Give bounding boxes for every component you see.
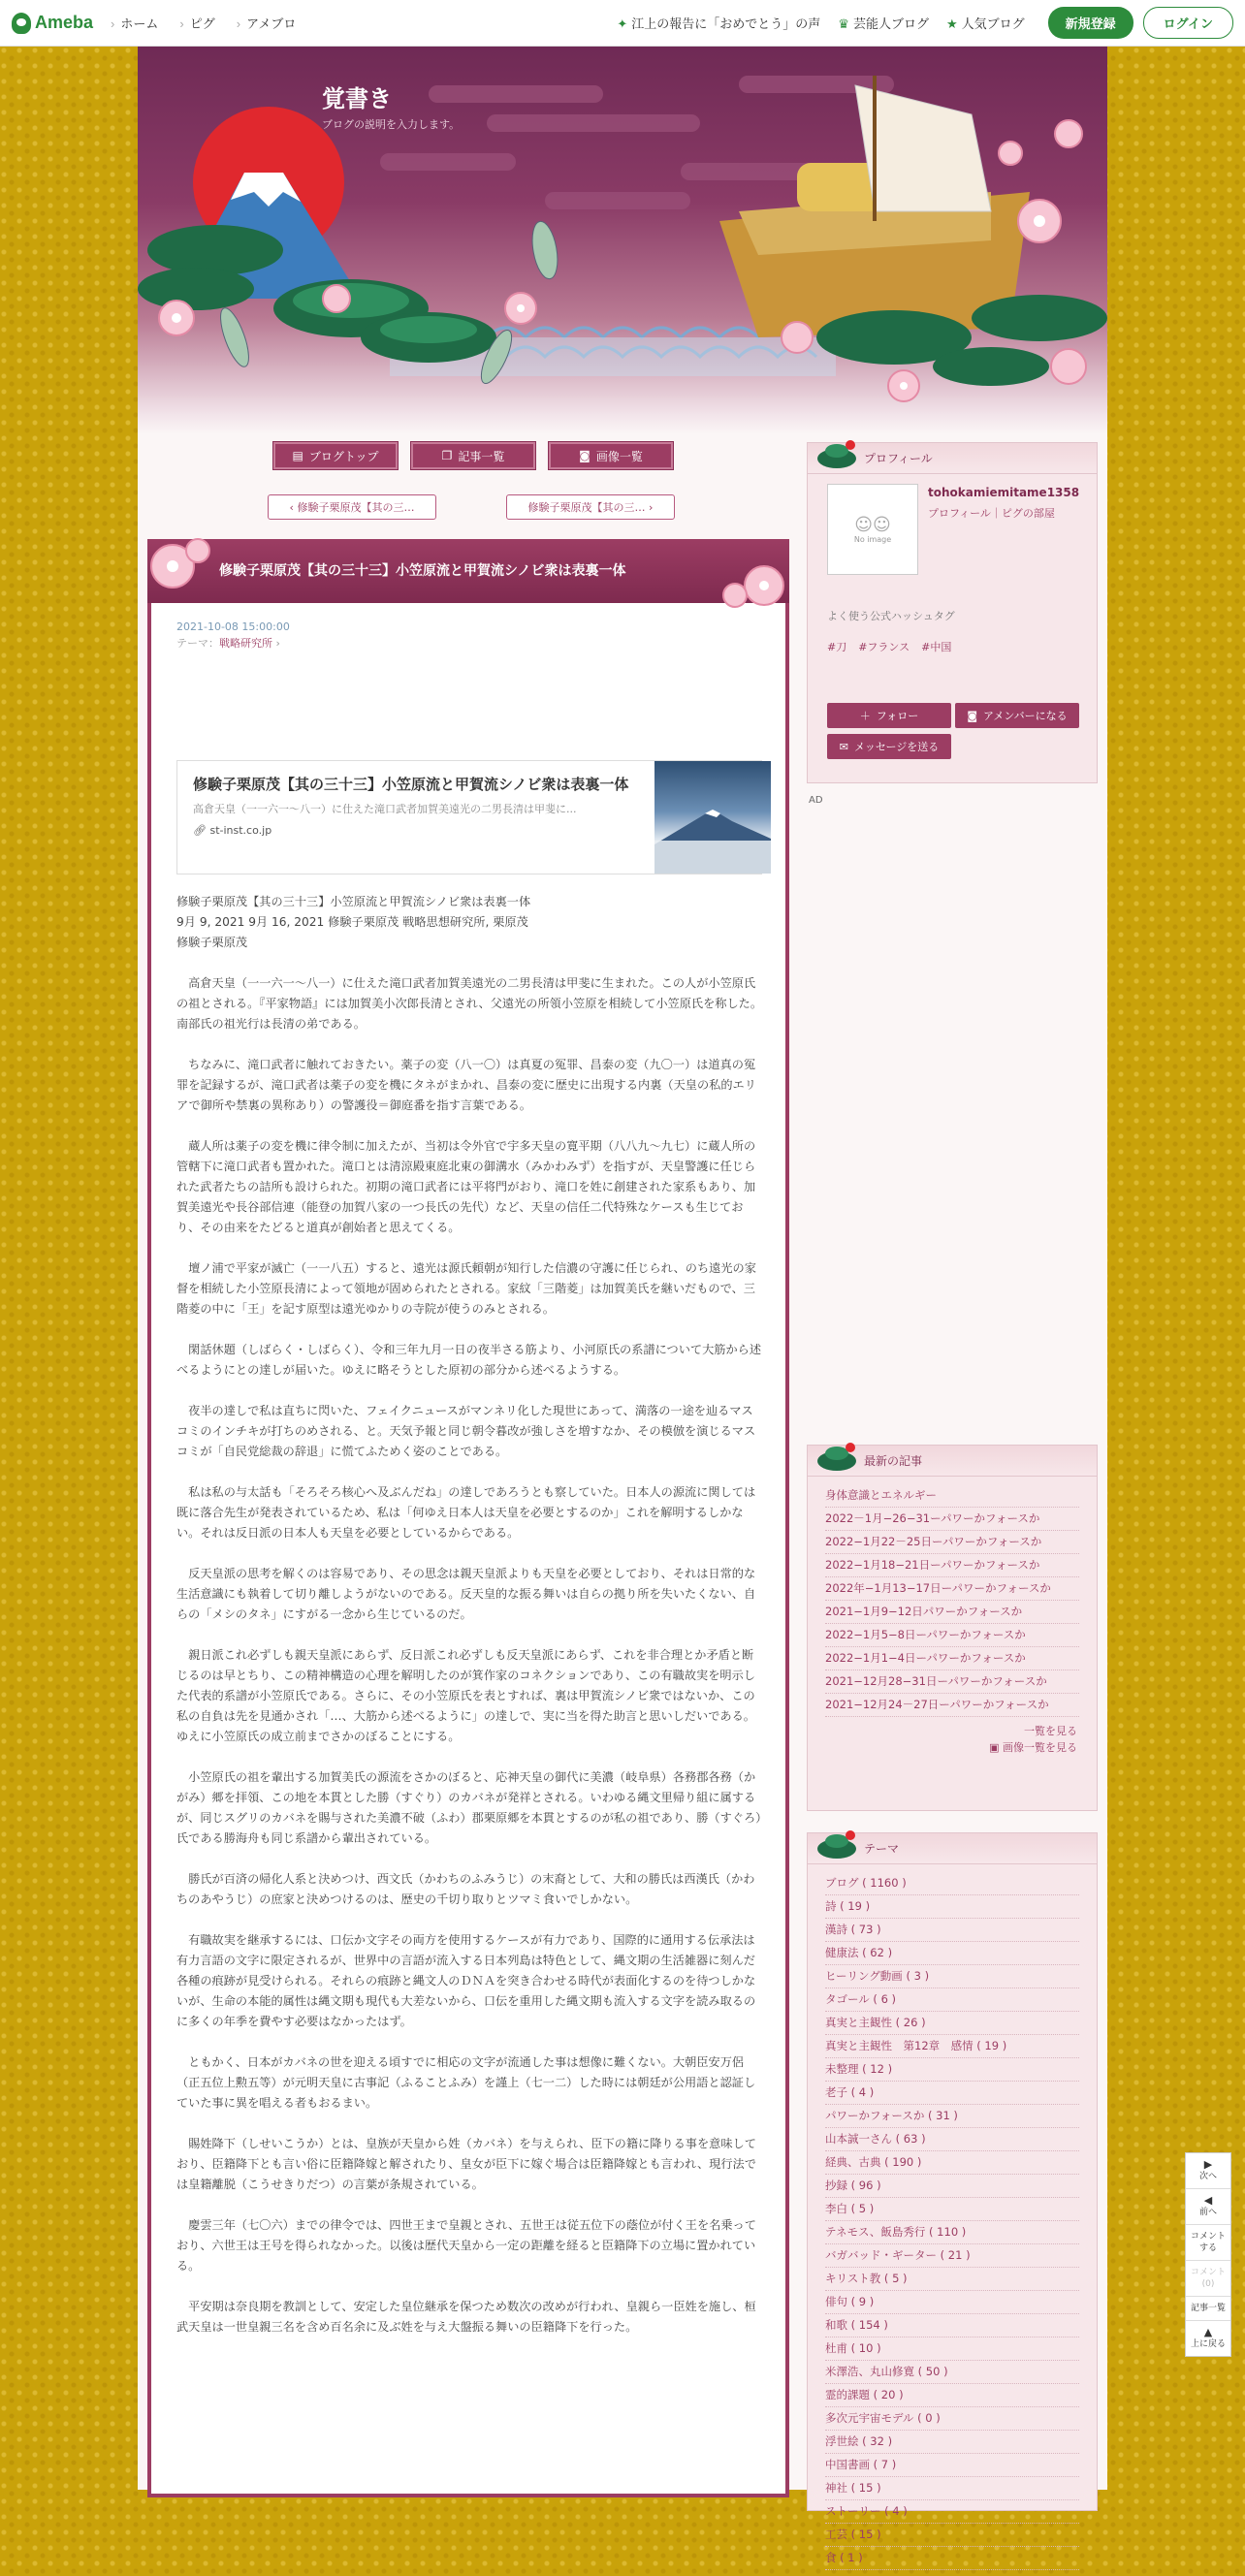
next-article-link[interactable] — [506, 494, 675, 520]
link-card-excerpt: 高倉天皇（一一六一～八一）に仕えた滝口武者加賀美遠光の二男長清は甲斐に... — [193, 803, 577, 815]
theme-link[interactable]: タゴール ( 6 ) — [825, 1988, 1079, 2012]
send-message-button[interactable] — [827, 734, 951, 759]
recent-article-link[interactable]: 2022−1月5−8日ーパワーかフォースか — [825, 1624, 1079, 1647]
nav-ameblo[interactable]: › アメブロ — [237, 14, 297, 32]
recent-articles-box — [807, 1445, 1098, 1811]
avatar-no-image-text: No image — [853, 535, 892, 544]
link-card[interactable] — [176, 760, 762, 875]
crown-icon: ★ — [945, 16, 958, 31]
theme-link[interactable]: 詩 ( 19 ) — [825, 1895, 1079, 1919]
article-body — [176, 892, 764, 2358]
recent-article-link[interactable]: 身体意識とエネルギー — [825, 1484, 1079, 1508]
view-images-link[interactable]: 画像一覧を見る — [1003, 1741, 1077, 1754]
theme-link[interactable]: 山本誠一さん ( 63 ) — [825, 2128, 1079, 2151]
article-paragraph: 壇ノ浦で平家が滅亡（一一八五）すると、遠光は源氏頼朝が知行した信濃の守護に任じられ、のち遠光の家督を相続した小笠原長清によって領地が固められたとされる。家紋「三階菱」は加賀美氏を継いだもので、三階菱の中に「王」を記す原型は遠光ゆかりの寺院が使うのみとされる。 — [176, 1261, 756, 1316]
login-button[interactable]: ログイン — [1143, 7, 1233, 39]
link-card-title: 修験子栗原茂【其の三十三】小笠原流と甲賀流シノビ衆は表裏一体 — [193, 776, 629, 793]
ameba-logo-text: Ameba — [35, 13, 94, 32]
hashtag-link[interactable]: #刀 — [827, 641, 847, 653]
link-icon: 🔗︎ — [193, 824, 210, 837]
profile-link-separator: ｜ — [990, 507, 1002, 520]
article-intro-line: 9月 9, 2021 9月 16, 2021 修験子栗原茂 戦略思想研究所, 栗原茂 — [176, 915, 528, 929]
float-comment-count-label: コメント(0) — [1190, 2268, 1226, 2289]
article-paragraph: 勝氏が百済の帰化人系と決めつけ、西文氏（かわちのふみうじ）の末裔として、大和の勝氏は西漢氏（かわちのあやうじ）の庶家と決めつけるのは、歴史の千切り取りとツマミ食いでしかない。 — [176, 1872, 755, 1906]
themes-header — [808, 1833, 1097, 1864]
hashtags-title: よく使う公式ハッシュタグ — [827, 610, 955, 622]
article-paragraph: 慶雲三年（七〇六）までの律令では、四世王まで皇親とされ、五世王は従五位下の蔭位が付く王を名乗っており、六世王は王号を得られなかった。以後は歴代天皇から一定の距離を経ると臣籍降下の立場に置かれている。 — [176, 2218, 756, 2273]
theme-link[interactable]: ブログ ( 1160 ) — [825, 1872, 1079, 1895]
chevron-right-icon: › — [645, 500, 654, 514]
profile-box — [807, 442, 1098, 783]
theme-link[interactable]: キリスト教 ( 5 ) — [825, 2268, 1079, 2291]
theme-link[interactable]: 食 ( 1 ) — [825, 2547, 1079, 2570]
profile-box-header — [808, 443, 1097, 474]
theme-link[interactable]: 真実と主観性 ( 26 ) — [825, 2012, 1079, 2035]
global-nav — [111, 14, 296, 32]
image-list-icon: ▣ — [989, 1741, 1003, 1754]
hashtag-link[interactable]: #フランス — [858, 641, 910, 653]
global-header — [0, 0, 1245, 47]
theme-link[interactable]: 未整理 ( 12 ) — [825, 2058, 1079, 2082]
theme-link[interactable]: 経典、古典 ( 190 ) — [825, 2151, 1079, 2175]
float-next-button[interactable] — [1186, 2153, 1230, 2189]
header-links — [617, 14, 1024, 32]
float-comment-label: コメントする — [1190, 2232, 1226, 2253]
article-paragraph: 私は私の与太話も「そろそろ核心へ及ぶんだね」の達しであろうとも察していた。日本人の源流に関しては既に落合先生が発表されているため、私は「何ゆえ日本人は天皇を必要とするのか」これを解明するしかない。それは反日派の日本人も天皇を必要としているからである。 — [176, 1485, 756, 1540]
pine-crest-icon — [815, 1828, 858, 1866]
send-message-label: メッセージを送る — [853, 741, 940, 753]
tab-image-list-label: 画像一覧 — [595, 449, 643, 463]
triangle-right-icon: ▶ — [1203, 2158, 1213, 2171]
cherry-blossom-icon — [716, 558, 793, 611]
float-next-label: 次へ — [1198, 2172, 1217, 2181]
float-top-label: 上に戻る — [1190, 2339, 1226, 2349]
sparkle-icon: ✦ — [617, 16, 628, 31]
link-card-content — [177, 761, 654, 874]
view-list-link[interactable]: 一覧を見る — [1024, 1725, 1077, 1737]
link-card-source — [193, 824, 639, 837]
themes-box — [807, 1832, 1098, 2564]
profile-link[interactable]: プロフィール — [928, 507, 991, 520]
recent-article-link[interactable]: 2022−1月22－25日ーパワーかフォースか — [825, 1531, 1079, 1554]
nav-pigg[interactable]: › ピグ — [179, 14, 214, 32]
profile-heading: プロフィール — [864, 452, 933, 465]
float-article-list-button[interactable] — [1186, 2297, 1230, 2321]
triangle-up-icon: ▲ — [1203, 2326, 1213, 2338]
list-icon: ❐ — [441, 449, 453, 462]
blog-description: ブログの説明を入力します。 — [322, 118, 461, 131]
article-theme-link[interactable]: 戦略研究所 — [219, 637, 272, 650]
theme-link[interactable]: 工芸 ( 15 ) — [825, 2524, 1079, 2547]
theme-link[interactable]: 俳句 ( 9 ) — [825, 2291, 1079, 2314]
themes-list — [808, 1864, 1097, 2576]
recent-articles-list — [808, 1477, 1097, 1723]
ameba-logo-icon — [12, 13, 31, 34]
article-paragraph: ともかく、日本がカバネの世を迎える頃すでに相応の文字が流通した事は想像に難くない。大朝臣安万侶（正五位上勲五等）が元明天皇に古事記（ふることふみ）を謹上（七一二）した時には朝廷が公用語と認証していた事に異を唱える者もおるまい。 — [176, 2055, 756, 2110]
theme-link[interactable]: テネモス、飯島秀行 ( 110 ) — [825, 2221, 1079, 2244]
float-prev-button[interactable] — [1186, 2189, 1230, 2225]
avatar[interactable] — [827, 484, 918, 575]
follow-button-label: フォロー — [876, 710, 919, 722]
pine-crest-icon — [815, 437, 858, 476]
theme-link[interactable]: ヒーリング動画 ( 3 ) — [825, 1965, 1079, 1988]
ad-label: AD — [809, 795, 823, 806]
tab-image-list[interactable] — [549, 442, 673, 469]
chevron-left-icon: ‹ — [289, 500, 298, 514]
blog-header — [138, 47, 1107, 434]
article-paragraph: 賜姓降下（しせいこうか）とは、皇族が天皇から姓（カバネ）を与えられ、臣下の籍に降りる事を意味しており、臣籍降下とも言い俗に臣籍降嫁と解されたり、皇女が臣下に嫁ぐ場合は臣籍降嫁とも言われ、現行法では皇籍離脱（こうせきりだつ）の言葉が条規されている。 — [176, 2137, 756, 2191]
article-title[interactable]: 修験子栗原茂【其の三十三】小笠原流と甲賀流シノビ衆は表裏一体 — [219, 563, 626, 579]
theme-link[interactable]: 老子 ( 4 ) — [825, 2082, 1079, 2105]
mail-icon: ✉ — [839, 740, 848, 753]
recent-article-link[interactable]: 2022年−1月13−17日ーパワーかフォースか — [825, 1577, 1079, 1601]
theme-link[interactable]: 漢詩 ( 73 ) — [825, 1919, 1079, 1942]
recent-articles-header — [808, 1446, 1097, 1477]
hashtag-link[interactable]: #中国 — [921, 641, 952, 653]
article-header — [147, 539, 789, 603]
header-link-celebrity-label: 芸能人ブログ — [852, 16, 929, 31]
prev-article-link[interactable] — [268, 494, 436, 520]
article-paragraph: 親日派これ必ずしも親天皇派にあらず、反日派これ必ずしも反天皇派にあらず、これを非合理とか矛盾と断じるのは早とちり、この精神構造の心理を解明したのが箕作家のコネクションであり、この有職故実を明示した代表的系譜が小笠原氏である。さらに、その小笠原氏を表とすれば、裏は甲賀流シノビ衆ではないか、この私の自負は先を見通かされ「…、大筋から述べるように」の達しで、実に当を得た助言と思いしだいである。ゆえに小笠原氏の成立前までさかのぼることにする。 — [176, 1648, 755, 1743]
recent-article-link[interactable]: 2022−1月1−4日ーパワーかフォースか — [825, 1647, 1079, 1670]
prev-article-label: 修験子栗原茂【其の三… — [297, 501, 415, 514]
article-intro — [176, 892, 764, 953]
nav-home[interactable]: › ホーム — [111, 14, 158, 32]
header-link-news[interactable] — [617, 14, 820, 32]
crown-icon: ♛ — [838, 16, 849, 31]
tab-blog-top[interactable] — [273, 442, 398, 469]
theme-link[interactable]: 杜甫 ( 10 ) — [825, 2337, 1079, 2361]
theme-link[interactable]: 真実と主観性 第12章 感情 ( 19 ) — [825, 2035, 1079, 2058]
article-date: 2021-10-08 15:00:00 — [176, 620, 290, 633]
theme-link[interactable]: 霊的課題 ( 20 ) — [825, 2384, 1079, 2407]
avatar-placeholder-icon: ☺☺ — [854, 515, 891, 535]
float-prev-label: 前へ — [1198, 2208, 1217, 2217]
header-link-celebrity[interactable] — [838, 14, 929, 32]
recent-article-link[interactable]: 2021−1月9−12日パワーかフォースか — [825, 1601, 1079, 1624]
header-link-popular[interactable] — [946, 14, 1025, 32]
link-card-thumbnail — [654, 761, 771, 874]
article-paragraph: 高倉天皇（一一六一～八一）に仕えた滝口武者加賀美遠光の二男長清は甲斐に生まれた。この人が小笠原氏の祖とされる。『平家物語』には加賀美小次郎長清とされ、父遠光の所領小笠原を相続して小笠原氏を称した。南部氏の祖光行は長清の弟である。 — [176, 976, 763, 1031]
article-paragraph: 閑話休題（しばらく・しばらく）、令和三年九月一日の夜半さる筋より、小河原氏の系譜について大筋から述べるようにとの達しが届いた。ゆえに略そうとした原初の部分から述べるようする。 — [176, 1343, 762, 1377]
amember-button[interactable] — [955, 703, 1079, 728]
theme-link[interactable]: 中国書画 ( 7 ) — [825, 2454, 1079, 2477]
float-article-list-label: 記事一覧 — [1190, 2304, 1226, 2313]
profile-links — [928, 505, 1055, 521]
theme-link[interactable]: 多次元宇宙モデル ( 0 ) — [825, 2407, 1079, 2431]
tab-article-list[interactable] — [411, 442, 535, 469]
cherry-blossom-icon — [144, 533, 211, 601]
plus-icon: ＋ — [859, 710, 871, 722]
theme-link[interactable]: 李白 ( 5 ) — [825, 2198, 1079, 2221]
theme-link[interactable]: 抄録 ( 96 ) — [825, 2175, 1079, 2198]
theme-link[interactable]: バガバッド・ギーター ( 21 ) — [825, 2244, 1079, 2268]
header-illustration — [138, 47, 1107, 434]
theme-link[interactable]: 神社 ( 15 ) — [825, 2477, 1079, 2500]
follow-button[interactable] — [827, 703, 951, 728]
header-link-popular-label: 人気ブログ — [961, 16, 1025, 31]
float-top-button[interactable] — [1186, 2321, 1230, 2356]
article-paragraph: 小笠原氏の祖を輩出する加賀美氏の源流をさかのぼると、応神天皇の御代に美濃（岐阜県）各務郡各務（かがみ）郷を拝領、この地を本貫とした勝（すぐり）のカバネが発祥とされる。いわゆる縄文里帰り組に属するが、同じスグリのカバネを賜与された美濃不破（ふわ）郡栗原郷を本貫とするのが私の祖であり、勝（すぐろ）氏である勝海舟も同じ系譜から輩出されている。 — [176, 1770, 762, 1845]
article-meta — [176, 619, 290, 652]
blog-title[interactable]: 覚書き — [322, 84, 392, 112]
float-comment-count — [1186, 2261, 1230, 2297]
article-paragraph: 平安期は奈良期を教訓として、安定した皇位継承を保つため数次の改めが行われ、皇親ら一臣姓を施し、桓武天皇は一世皇親三名を含め百名余に及ぶ姓を与え大盤振る舞いの臣籍降下を行った。 — [176, 2300, 756, 2334]
ameba-logo[interactable] — [12, 13, 93, 34]
recent-more-links — [808, 1723, 1097, 1756]
theme-link[interactable]: 米澤浩、丸山修寛 ( 50 ) — [825, 2361, 1079, 2384]
chevron-right-icon: › — [272, 637, 280, 650]
header-link-news-label: 江上の報告に「おめでとう」の声 — [631, 16, 821, 31]
blog-page — [138, 47, 1107, 2564]
profile-username[interactable]: tohokamiemitame1358 — [928, 486, 1080, 499]
article — [147, 539, 789, 2497]
link-card-domain: st-inst.co.jp — [209, 824, 272, 837]
article-theme — [176, 635, 290, 652]
next-article-label: 修験子栗原茂【其の三… — [527, 501, 646, 514]
article-paragraph: 蔵人所は薬子の変を機に律令制に加えたが、当初は令外官で宇多天皇の寛平期（八八九～九七）に蔵人所の管轄下に滝口武者も置かれた。滝口とは清涼殿東庭北東の御溝水（みかわみず）を指すが、天皇警護に任じられた武者たちの詰所も設けられた。初期の滝口武者には平将門がおり、滝口を姓に創建された家系もあり、加賀美遠光や長谷部信連（能登の加賀八家の一つ長氏の先代）など、天皇の信任二代特殊なケースも生じており、その由来をたどると道真が創始者と思えてくる。 — [176, 1139, 756, 1234]
mountain-image — [654, 761, 771, 874]
blog-tabs — [273, 442, 673, 469]
recent-articles-heading: 最新の記事 — [864, 1454, 923, 1468]
article-theme-label: テーマ： — [176, 637, 219, 650]
camera-icon: ◙ — [579, 449, 591, 462]
register-button[interactable]: 新規登録 — [1048, 7, 1133, 39]
theme-link[interactable]: 健康法 ( 62 ) — [825, 1942, 1079, 1965]
article-paragraph: 反天皇派の思考を解くのは容易であり、その思念は親天皇派よりも天皇を必要としており、それは日常的な生活意識にも執着して切り離しようがないのである。反天皇的な振る舞いは自らの拠り所を失いたくない、自らの「メシのタネ」にすがる一念から生じているのだ。 — [176, 1567, 756, 1621]
recent-article-link[interactable]: 2022－1月−26−31ーパワーかフォースか — [825, 1508, 1079, 1531]
triangle-left-icon: ◀ — [1203, 2194, 1213, 2207]
pigg-room-link[interactable]: ピグの部屋 — [1001, 507, 1055, 520]
hashtags — [827, 639, 951, 654]
article-paragraph: ちなみに、滝口武者に触れておきたい。薬子の変（八一〇）は真夏の冤罪、昌泰の変（九〇一）は道真の冤罪を記録するが、滝口武者は薬子の変を機にタネがまかれ、昌泰の変に歴史に出現する内裏（天皇の私的エリアで御所や禁裏の異称あり）の警護役＝御庭番を指す言葉である。 — [176, 1058, 756, 1112]
floating-nav — [1185, 2152, 1231, 2357]
article-paragraph: 有職故実を継承するには、口伝か文字その両方を使用するケースが有力であり、国際的に通用する伝承法は有力言語の文字に限定されるが、世界中の言語が流入する日本列島は特色として、縄文期の生活雑器に刻んだ各種の痕跡が見受けられる。それらの痕跡と縄文人のＤＮＡを突き合わせる時代が表面化するのを待つしかないが、生命の本能的属性は縄文期も現代も大差ないから、口伝を重用した縄文期も流入する文字を読み取るのに多くの年季を費やす必要はなかったはず。 — [176, 1933, 756, 2028]
document-icon: ▤ — [292, 449, 303, 462]
themes-heading: テーマ — [864, 1842, 900, 1856]
float-comment-button[interactable] — [1186, 2225, 1230, 2261]
theme-link[interactable]: 浮世絵 ( 32 ) — [825, 2431, 1079, 2454]
article-pager — [268, 494, 675, 520]
amember-icon: ◙ — [967, 709, 978, 722]
article-intro-line: 修験子栗原茂 — [176, 936, 248, 949]
recent-article-link[interactable]: 2021−12月24－27日ーパワーかフォースか — [825, 1694, 1079, 1717]
article-intro-line: 修験子栗原茂【其の三十三】小笠原流と甲賀流シノビ衆は表裏一体 — [176, 895, 531, 908]
tab-article-list-label: 記事一覧 — [458, 449, 505, 463]
article-paragraph: 夜半の達しで私は直ちに閃いた、フェイクニュースがマンネリ化した現世にあって、満落の一途を辿るマスコミのインチキが打ちのめされる、と。天気予報と同じ朝令暮改が強しさを増すなか、その模倣を演じるマスコミが「自民党総裁の辞退」に慌てふためく姿のことである。 — [176, 1404, 756, 1458]
theme-link[interactable]: ストーリー ( 4 ) — [825, 2500, 1079, 2524]
pine-crest-icon — [815, 1440, 858, 1479]
theme-link[interactable]: 和歌 ( 154 ) — [825, 2314, 1079, 2337]
tab-blog-top-label: ブログトップ — [308, 449, 379, 463]
recent-article-link[interactable]: 2021−12月28−31日ーパワーかフォースか — [825, 1670, 1079, 1694]
amember-button-label: アメンバーになる — [983, 710, 1068, 722]
recent-article-link[interactable]: 2022−1月18−21日ーパワーかフォースか — [825, 1554, 1079, 1577]
theme-link[interactable]: パワーかフォースか ( 31 ) — [825, 2105, 1079, 2128]
